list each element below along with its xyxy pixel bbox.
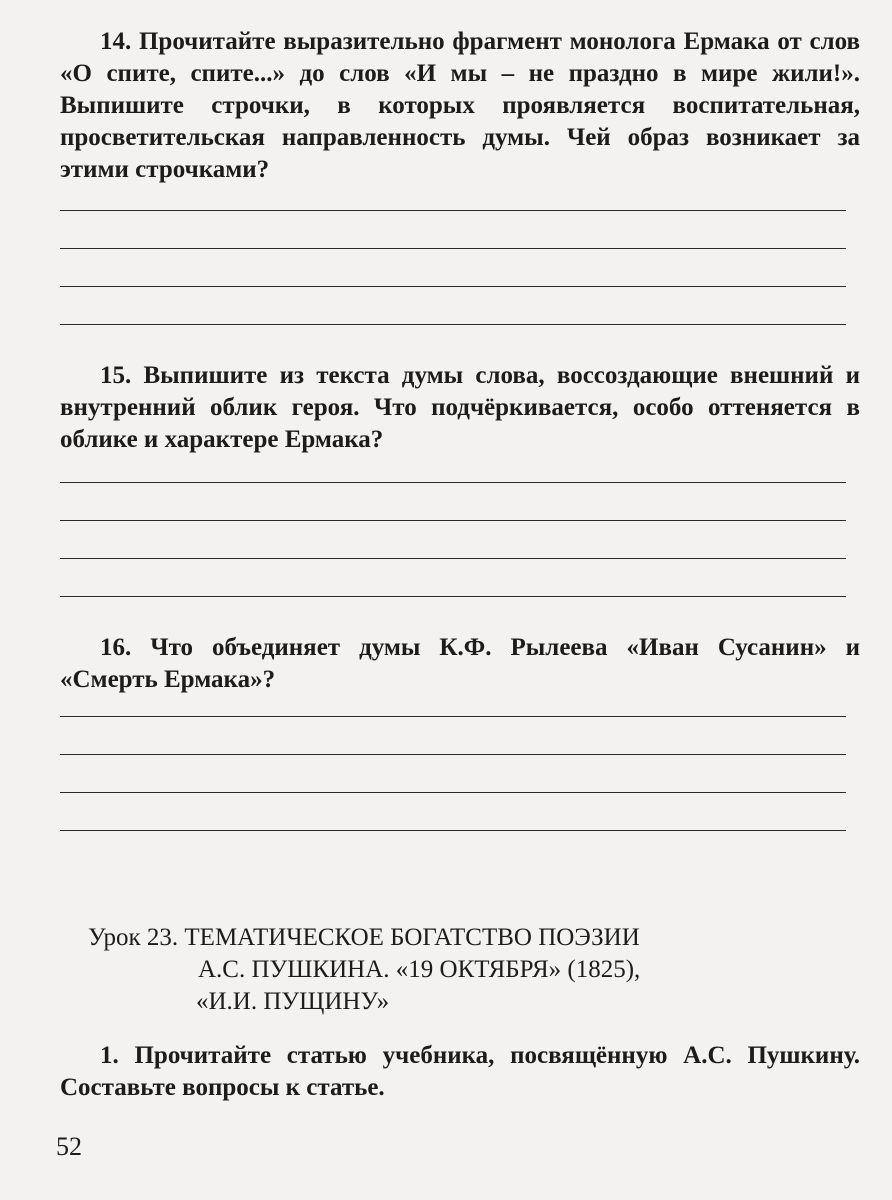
answer-line [60,286,846,287]
answer-line [60,248,846,249]
answer-line [60,716,846,717]
answer-line [60,482,846,483]
answer-line [60,754,846,755]
lesson-heading-line-2: А.С. ПУШКИНА. «19 ОКТЯБРЯ» (1825), [198,956,641,983]
page-number: 52 [56,1132,82,1161]
task-16: 16. Что объединяет думы К.Ф. Рылеева «Иван Сусанин» и «Смерть Ермака»? [60,634,860,693]
answer-line [60,792,846,793]
answer-line [60,324,846,325]
answer-line [60,558,846,559]
task-15: 15. Выпишите из текста думы слова, воссоздающие внешний и внутренний облик героя. Что подчёркивается, особо оттеняется в облике и характере Ермака? [60,362,860,453]
task-14: 14. Прочитайте выразительно фрагмент монолога Ермака от слов «О спите, спите...» до слов «И мы – не праздно в мире жили!». Выпишите строчки, в которых проявляется воспитательная, просветительская направленность думы. Чей образ возникает за этими строчками? [60,28,860,183]
lesson-heading-line-3: «И.И. ПУЩИНУ» [196,988,390,1015]
lesson-heading-line-1: Урок 23. ТЕМАТИЧЕСКОЕ БОГАТСТВО ПОЭЗИИ [88,924,640,951]
answer-line [60,596,846,597]
answer-line [60,210,846,211]
answer-line [60,520,846,521]
answer-line [60,830,846,831]
task-1: 1. Прочитайте статью учебника, посвящённую А.С. Пушкину. Составьте вопросы к статье. [60,1042,860,1101]
lesson-heading [88,922,640,1018]
